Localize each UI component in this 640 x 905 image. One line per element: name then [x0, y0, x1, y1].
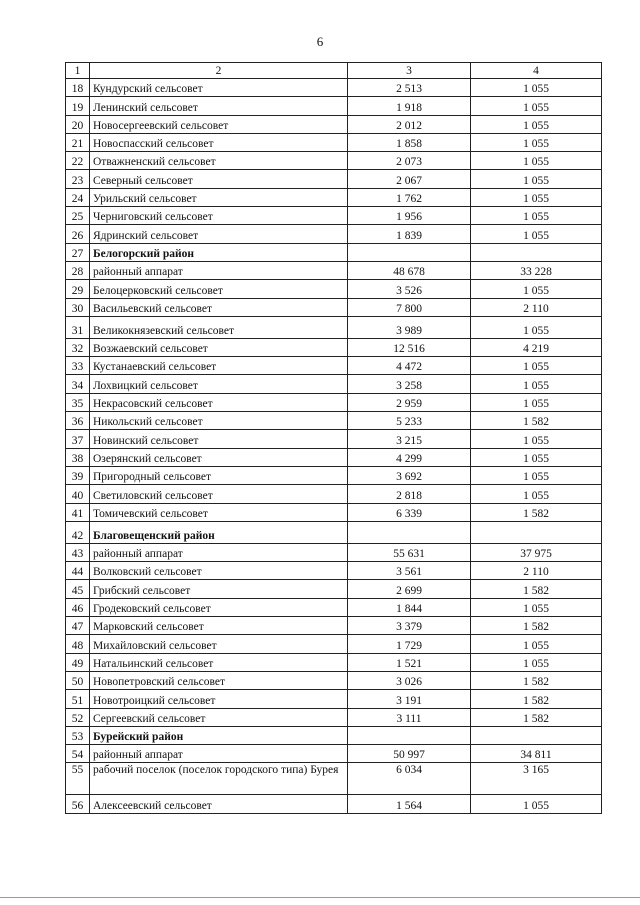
- row-number-cell: 24: [66, 188, 90, 206]
- entity-name-cell: Светиловский сельсовет: [90, 485, 348, 503]
- table-row: [66, 580, 602, 598]
- column-3-value-cell: 3 258: [348, 375, 471, 393]
- column-3-value-cell: 3 191: [348, 690, 471, 708]
- column-4-value-cell: 1 582: [471, 412, 602, 430]
- entity-name-cell: Урильский сельсовет: [90, 188, 348, 206]
- entity-name-cell: Пригородный сельсовет: [90, 466, 348, 484]
- row-number-cell: 31: [66, 316, 90, 338]
- row-number-cell: 49: [66, 653, 90, 671]
- row-number-cell: 45: [66, 580, 90, 598]
- table-header-row: [66, 63, 602, 79]
- table-row: [66, 795, 602, 813]
- column-3-value-cell: 3 989: [348, 316, 471, 338]
- entity-name-cell: Михайловский сельсовет: [90, 635, 348, 653]
- entity-name-cell: Алексеевский сельсовет: [90, 795, 348, 813]
- column-3-value-cell: 4 472: [348, 357, 471, 375]
- entity-name-cell: Отважненский сельсовет: [90, 152, 348, 170]
- row-number-cell: 55: [66, 763, 90, 795]
- column-4-value-cell: 2 110: [471, 298, 602, 316]
- table-row: [66, 690, 602, 708]
- column-3-value-cell: 3 215: [348, 430, 471, 448]
- column-3-value-cell: 2 067: [348, 170, 471, 188]
- column-4-value-cell: 1 055: [471, 430, 602, 448]
- column-4-value-cell: 1 582: [471, 690, 602, 708]
- row-number-cell: 23: [66, 170, 90, 188]
- table-row: [66, 653, 602, 671]
- column-4-value-cell: 1 055: [471, 375, 602, 393]
- entity-name-cell: Гродековский сельсовет: [90, 598, 348, 616]
- table-row: [66, 280, 602, 298]
- column-4-value-cell: 2 110: [471, 562, 602, 580]
- column-4-value-cell: [471, 726, 602, 744]
- table-row: [66, 79, 602, 97]
- table-row: [66, 708, 602, 726]
- column-3-value-cell: 12 516: [348, 338, 471, 356]
- table-row: [66, 466, 602, 484]
- column-4-value-cell: 1 582: [471, 580, 602, 598]
- entity-name-cell: Черниговский сельсовет: [90, 207, 348, 225]
- column-3-value-cell: [348, 243, 471, 261]
- column-4-value-cell: 4 219: [471, 338, 602, 356]
- row-number-cell: 28: [66, 261, 90, 279]
- column-4-value-cell: 34 811: [471, 745, 602, 763]
- column-3-value-cell: 2 959: [348, 393, 471, 411]
- row-number-cell: 33: [66, 357, 90, 375]
- entity-name-cell: Некрасовский сельсовет: [90, 393, 348, 411]
- row-number-cell: 25: [66, 207, 90, 225]
- entity-name-cell: Волковский сельсовет: [90, 562, 348, 580]
- entity-name-cell: Кундурский сельсовет: [90, 79, 348, 97]
- row-number-cell: 40: [66, 485, 90, 503]
- column-3-value-cell: 2 699: [348, 580, 471, 598]
- table-row: [66, 243, 602, 261]
- row-number-cell: 53: [66, 726, 90, 744]
- entity-name-cell: районный аппарат: [90, 745, 348, 763]
- row-number-cell: 20: [66, 115, 90, 133]
- column-4-value-cell: [471, 243, 602, 261]
- row-number-cell: 27: [66, 243, 90, 261]
- column-3-value-cell: 3 379: [348, 617, 471, 635]
- row-number-cell: 38: [66, 448, 90, 466]
- column-3-value-cell: 1 918: [348, 97, 471, 115]
- table-row: [66, 207, 602, 225]
- entity-name-cell: Ядринский сельсовет: [90, 225, 348, 243]
- table-row: [66, 617, 602, 635]
- column-4-value-cell: 1 582: [471, 671, 602, 689]
- entity-name-cell: Белогорский район: [90, 243, 348, 261]
- table-row: [66, 115, 602, 133]
- column-4-value-cell: 1 055: [471, 97, 602, 115]
- table-row: [66, 188, 602, 206]
- entity-name-cell: Васильевский сельсовет: [90, 298, 348, 316]
- table-row: [66, 375, 602, 393]
- column-4-value-cell: 3 165: [471, 763, 602, 795]
- column-4-value-cell: 1 055: [471, 207, 602, 225]
- entity-name-cell: Великокнязевский сельсовет: [90, 316, 348, 338]
- table-row: [66, 393, 602, 411]
- column-4-value-cell: 1 055: [471, 280, 602, 298]
- column-4-value-cell: 1 055: [471, 466, 602, 484]
- column-4-value-cell: 1 055: [471, 115, 602, 133]
- column-4-value-cell: 33 228: [471, 261, 602, 279]
- row-number-cell: 21: [66, 133, 90, 151]
- column-4-value-cell: 1 055: [471, 357, 602, 375]
- table-row: [66, 225, 602, 243]
- row-number-cell: 52: [66, 708, 90, 726]
- table-row: [66, 543, 602, 561]
- column-4-value-cell: 1 055: [471, 598, 602, 616]
- column-4-value-cell: 1 582: [471, 503, 602, 521]
- column-3-value-cell: 3 692: [348, 466, 471, 484]
- table-row: [66, 357, 602, 375]
- table-row: [66, 671, 602, 689]
- table-row: [66, 521, 602, 543]
- entity-name-cell: Северный сельсовет: [90, 170, 348, 188]
- column-3-value-cell: 5 233: [348, 412, 471, 430]
- entity-name-cell: Новинский сельсовет: [90, 430, 348, 448]
- entity-name-cell: рабочий поселок (поселок городского типа) Бурея: [90, 763, 348, 795]
- column-4-value-cell: 1 582: [471, 708, 602, 726]
- row-number-cell: 18: [66, 79, 90, 97]
- column-3-value-cell: 2 012: [348, 115, 471, 133]
- column-3-value-cell: 3 526: [348, 280, 471, 298]
- column-3-value-cell: 3 561: [348, 562, 471, 580]
- row-number-cell: 46: [66, 598, 90, 616]
- column-header: 2: [90, 63, 348, 79]
- page-number: 6: [316, 34, 324, 49]
- column-4-value-cell: 1 055: [471, 225, 602, 243]
- entity-name-cell: Озерянский сельсовет: [90, 448, 348, 466]
- column-3-value-cell: 3 111: [348, 708, 471, 726]
- entity-name-cell: Томичевский сельсовет: [90, 503, 348, 521]
- table-row: [66, 745, 602, 763]
- table-row: [66, 338, 602, 356]
- column-4-value-cell: 1 055: [471, 653, 602, 671]
- table-row: [66, 412, 602, 430]
- row-number-cell: 22: [66, 152, 90, 170]
- column-4-value-cell: 1 055: [471, 485, 602, 503]
- row-number-cell: 44: [66, 562, 90, 580]
- entity-name-cell: Ленинский сельсовет: [90, 97, 348, 115]
- row-number-cell: 19: [66, 97, 90, 115]
- entity-name-cell: Белоцерковский сельсовет: [90, 280, 348, 298]
- column-4-value-cell: [471, 521, 602, 543]
- column-3-value-cell: 2 818: [348, 485, 471, 503]
- column-4-value-cell: 1 055: [471, 448, 602, 466]
- column-3-value-cell: 1 839: [348, 225, 471, 243]
- allocation-table: [65, 62, 602, 814]
- column-4-value-cell: 1 055: [471, 79, 602, 97]
- table-row: [66, 635, 602, 653]
- row-number-cell: 30: [66, 298, 90, 316]
- row-number-cell: 39: [66, 466, 90, 484]
- column-3-value-cell: 1 521: [348, 653, 471, 671]
- column-3-value-cell: 1 858: [348, 133, 471, 151]
- entity-name-cell: Грибский сельсовет: [90, 580, 348, 598]
- entity-name-cell: Никольский сельсовет: [90, 412, 348, 430]
- table-row: [66, 598, 602, 616]
- column-3-value-cell: 48 678: [348, 261, 471, 279]
- column-4-value-cell: 1 055: [471, 188, 602, 206]
- column-3-value-cell: [348, 521, 471, 543]
- table-row: [66, 97, 602, 115]
- row-number-cell: 26: [66, 225, 90, 243]
- entity-name-cell: районный аппарат: [90, 543, 348, 561]
- entity-name-cell: Возжаевский сельсовет: [90, 338, 348, 356]
- column-4-value-cell: 1 055: [471, 152, 602, 170]
- row-number-cell: 48: [66, 635, 90, 653]
- row-number-cell: 50: [66, 671, 90, 689]
- column-header: 1: [66, 63, 90, 79]
- row-number-cell: 54: [66, 745, 90, 763]
- column-4-value-cell: 1 055: [471, 133, 602, 151]
- entity-name-cell: Новопетровский сельсовет: [90, 671, 348, 689]
- row-number-cell: 56: [66, 795, 90, 813]
- entity-name-cell: Новотроицкий сельсовет: [90, 690, 348, 708]
- table-row: [66, 152, 602, 170]
- row-number-cell: 51: [66, 690, 90, 708]
- column-3-value-cell: 1 762: [348, 188, 471, 206]
- row-number-cell: 43: [66, 543, 90, 561]
- column-3-value-cell: 1 956: [348, 207, 471, 225]
- row-number-cell: 34: [66, 375, 90, 393]
- table-row: [66, 726, 602, 744]
- column-3-value-cell: 4 299: [348, 448, 471, 466]
- column-3-value-cell: 3 026: [348, 671, 471, 689]
- row-number-cell: 29: [66, 280, 90, 298]
- table-row: [66, 763, 602, 795]
- column-4-value-cell: 1 055: [471, 170, 602, 188]
- entity-name-cell: Лохвицкий сельсовет: [90, 375, 348, 393]
- column-3-value-cell: 7 800: [348, 298, 471, 316]
- table-row: [66, 316, 602, 338]
- row-number-cell: 37: [66, 430, 90, 448]
- column-4-value-cell: 1 055: [471, 635, 602, 653]
- column-3-value-cell: [348, 726, 471, 744]
- entity-name-cell: Новосергеевский сельсовет: [90, 115, 348, 133]
- table-row: [66, 503, 602, 521]
- table-row: [66, 261, 602, 279]
- table-row: [66, 448, 602, 466]
- table-row: [66, 562, 602, 580]
- entity-name-cell: Благовещенский район: [90, 521, 348, 543]
- entity-name-cell: районный аппарат: [90, 261, 348, 279]
- table-row: [66, 170, 602, 188]
- column-3-value-cell: 2 513: [348, 79, 471, 97]
- row-number-cell: 41: [66, 503, 90, 521]
- table-row: [66, 298, 602, 316]
- column-4-value-cell: 37 975: [471, 543, 602, 561]
- row-number-cell: 47: [66, 617, 90, 635]
- column-4-value-cell: 1 582: [471, 617, 602, 635]
- column-4-value-cell: 1 055: [471, 316, 602, 338]
- table-row: [66, 133, 602, 151]
- column-3-value-cell: 1 564: [348, 795, 471, 813]
- table-row: [66, 430, 602, 448]
- entity-name-cell: Натальинский сельсовет: [90, 653, 348, 671]
- row-number-cell: 35: [66, 393, 90, 411]
- column-3-value-cell: 55 631: [348, 543, 471, 561]
- column-3-value-cell: 6 034: [348, 763, 471, 795]
- column-3-value-cell: 2 073: [348, 152, 471, 170]
- entity-name-cell: Сергеевский сельсовет: [90, 708, 348, 726]
- row-number-cell: 36: [66, 412, 90, 430]
- page-bottom-rule: [0, 897, 640, 898]
- row-number-cell: 42: [66, 521, 90, 543]
- column-3-value-cell: 50 997: [348, 745, 471, 763]
- entity-name-cell: Кустанаевский сельсовет: [90, 357, 348, 375]
- entity-name-cell: Марковский сельсовет: [90, 617, 348, 635]
- row-number-cell: 32: [66, 338, 90, 356]
- column-3-value-cell: 6 339: [348, 503, 471, 521]
- entity-name-cell: Бурейский район: [90, 726, 348, 744]
- table-row: [66, 485, 602, 503]
- column-4-value-cell: 1 055: [471, 393, 602, 411]
- column-3-value-cell: 1 729: [348, 635, 471, 653]
- column-header: 3: [348, 63, 471, 79]
- column-3-value-cell: 1 844: [348, 598, 471, 616]
- column-4-value-cell: 1 055: [471, 795, 602, 813]
- column-header: 4: [471, 63, 602, 79]
- entity-name-cell: Новоспасский сельсовет: [90, 133, 348, 151]
